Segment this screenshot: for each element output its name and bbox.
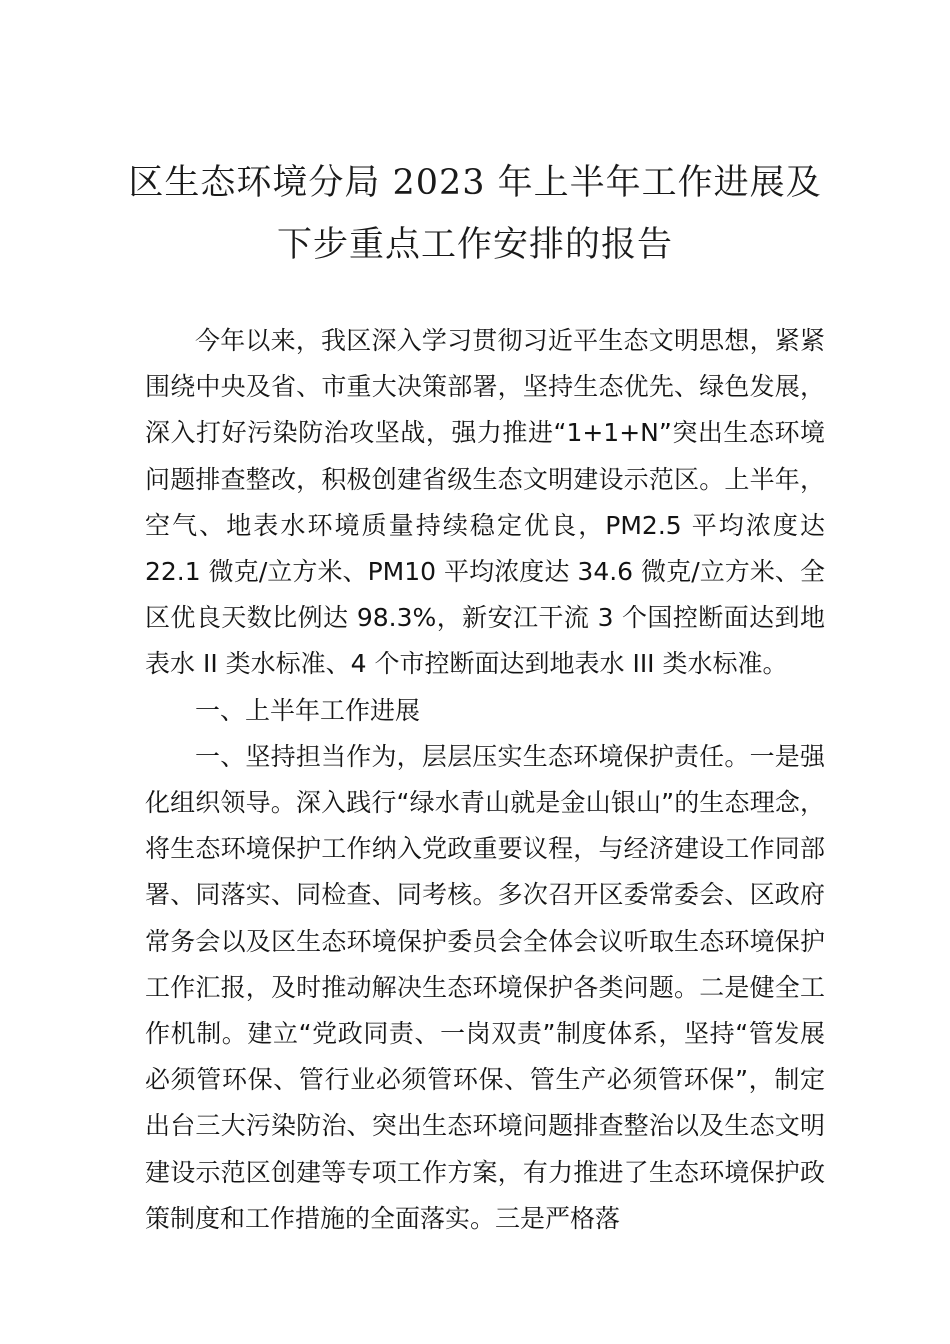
paragraph-intro: 今年以来，我区深入学习贯彻习近平生态文明思想，紧紧围绕中央及省、市重大决策部署，坚持生态优先、绿色发展，深入打好污染防治攻坚战，强力推进“1+1+N”突出生态环境问题排查整改，积极创建省级生态文明建设示范区。上半年，空气、地表水环境质量持续稳定优良，PM2.5 平均浓度达 22.1 微克/立方米、PM10 平均浓度达 34.6 微克/立方米、全区优良天数比例达 98.3%，新安江干流 3 个国控断面达到地表水 II 类水标准、4 个市控断面达到地表水 III 类水标准。 [145, 326, 825, 679]
section-heading: 一、上半年工作进展 [195, 695, 421, 725]
document-body [145, 318, 825, 1242]
document-title-line-2: 下步重点工作安排的报告 [276, 225, 673, 265]
document-title-line-1: 区生态环境分局 2023 年上半年工作进展及 [128, 163, 822, 203]
paragraph-section-1: 一、坚持担当作为，层层压实生态环境保护责任。一是强化组织领导。深入践行“绿水青山就是金山银山”的生态理念，将生态环境保护工作纳入党政重要议程，与经济建设工作同部署、同落实、同检查、同考核。多次召开区委常委会、区政府常务会以及区生态环境保护委员会全体会议听取生态环境保护工作汇报，及时推动解决生态环境保护各类问题。二是健全工作机制。建立“党政同责、一岗双责”制度体系，坚持“管发展必须管环保、管行业必须管环保、管生产必须管环保”，制定出台三大污染防治、突出生态环境问题排查整治以及生态文明建设示范区创建等专项工作方案，有力推进了生态环境保护政策制度和工作措施的全面落实。三是严格落 [145, 741, 825, 1233]
